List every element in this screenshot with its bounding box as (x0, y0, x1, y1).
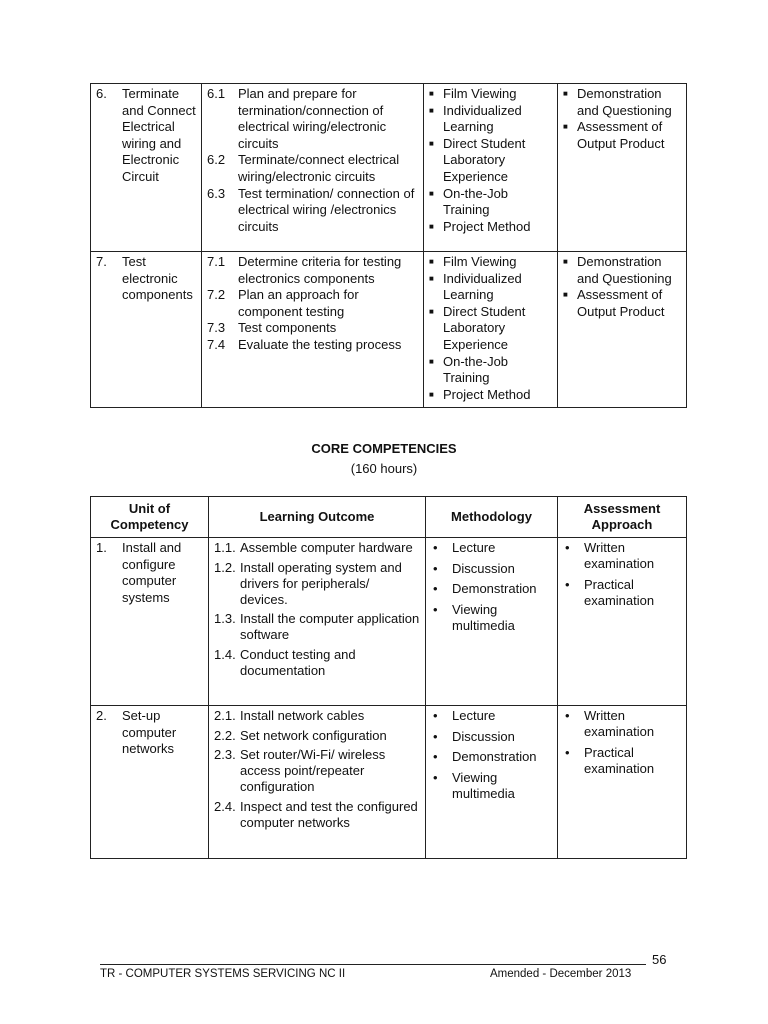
learning-outcome-cell (209, 706, 426, 859)
learning-outcome-cell (202, 252, 424, 408)
item-number: 7.3 (207, 320, 226, 336)
methodology-item (429, 219, 552, 236)
item-text: Direct Student Laboratory Experience (443, 303, 526, 352)
square-bullet-icon: ■ (429, 306, 434, 316)
item-text: Plan an approach for component testing (238, 287, 359, 319)
assessment-item (563, 745, 681, 777)
methodology-item (429, 271, 552, 304)
item-text: Set network configuration (240, 727, 387, 743)
item-text: Plan and prepare for termination/connection of electrical wiring/electronic circuits (238, 86, 387, 151)
item-text: Written examination (584, 540, 655, 571)
square-bullet-icon: ■ (429, 273, 434, 283)
item-text: Terminate/connect electrical wiring/electronic circuits (238, 152, 400, 184)
square-bullet-icon: ■ (429, 389, 434, 399)
table-row (91, 706, 687, 859)
item-text: Film Viewing (443, 254, 517, 269)
learning-outcome-item (214, 799, 420, 831)
square-bullet-icon: ■ (429, 356, 434, 366)
assessment-item (563, 577, 681, 609)
header-unit-of-competency: Unit of Competency (91, 497, 209, 538)
unit-of-competency-cell (91, 84, 202, 252)
competency-table-continued (90, 83, 687, 408)
methodology-item (429, 254, 552, 271)
table-row (91, 538, 687, 706)
unit-of-competency-cell (91, 706, 209, 859)
footer-rule (100, 964, 646, 965)
item-text: On-the-Job Training (443, 185, 509, 218)
assessment-item (563, 287, 681, 320)
round-bullet-icon: • (433, 601, 438, 617)
learning-outcome-item (207, 287, 418, 320)
item-text: Lecture (452, 708, 496, 723)
methodology-item (429, 186, 552, 219)
item-text: Demonstration (452, 581, 537, 596)
round-bullet-icon: • (565, 744, 570, 760)
learning-outcome-cell (209, 538, 426, 706)
round-bullet-icon: • (565, 540, 570, 555)
learning-outcome-item (207, 320, 418, 337)
item-text: Demonstration (452, 749, 537, 764)
item-number: 7.2 (207, 287, 226, 303)
item-text: Written examination (584, 708, 655, 739)
unit-of-competency (96, 86, 196, 186)
methodology-item (431, 708, 552, 724)
item-number: 6.1 (207, 86, 226, 101)
learning-outcome-item (207, 86, 418, 152)
methodology-item (429, 304, 552, 354)
item-text: Direct Student Laboratory Experience (443, 135, 526, 184)
square-bullet-icon: ■ (563, 89, 568, 98)
item-number: 2.1. (214, 708, 236, 723)
round-bullet-icon: • (433, 728, 438, 744)
item-text: Discussion (452, 560, 515, 576)
square-bullet-icon: ■ (429, 138, 434, 148)
methodology-item (431, 581, 552, 597)
item-text: Viewing multimedia (452, 601, 515, 633)
table-row (91, 252, 687, 408)
item-text: Install operating system and drivers for peripherals/ devices. (240, 559, 402, 607)
item-number: 2.3. (214, 747, 236, 762)
item-number: 2. (96, 708, 107, 723)
learning-outcome-item (214, 560, 420, 608)
round-bullet-icon: • (433, 708, 438, 723)
item-number: 2.2. (214, 727, 236, 743)
item-number: 7. (96, 254, 107, 269)
methodology-item (429, 387, 552, 404)
header-assessment-approach: Assessment Approach (558, 497, 687, 538)
item-text: Determine criteria for testing electronics components (238, 254, 402, 286)
item-text: Inspect and test the configured computer networks (240, 798, 418, 830)
table-header-row (91, 497, 687, 538)
section-title: CORE COMPETENCIES (311, 441, 457, 456)
square-bullet-icon: ■ (563, 122, 568, 132)
footer-amended-date: Amended - December 2013 (490, 968, 632, 980)
item-text: Set-up computer networks (122, 708, 177, 757)
item-number: 7.1 (207, 254, 226, 269)
item-text: Assessment of Output Product (577, 119, 665, 151)
item-text: Individualized Learning (443, 270, 522, 303)
learning-outcome-cell (202, 84, 424, 252)
header-learning-outcome: Learning Outcome (209, 497, 426, 538)
item-number: 7.4 (207, 336, 226, 352)
square-bullet-icon: ■ (429, 221, 434, 231)
methodology-item (429, 354, 552, 387)
methodology-item (431, 540, 552, 556)
assessment-item (563, 86, 681, 119)
methodology-item (431, 749, 552, 765)
methodology-cell (426, 706, 558, 859)
competency-table-body (91, 84, 687, 408)
round-bullet-icon: • (433, 581, 438, 596)
square-bullet-icon: ■ (563, 257, 568, 266)
item-text: Evaluate the testing process (238, 336, 402, 352)
item-text: Test termination/ connection of electrical wiring /electronics circuits (238, 185, 415, 234)
item-number: 6.2 (207, 152, 226, 168)
round-bullet-icon: • (433, 540, 438, 555)
item-text: Assemble computer hardware (240, 540, 413, 555)
square-bullet-icon: ■ (429, 188, 434, 198)
item-number: 1.4. (214, 646, 236, 662)
item-text: Viewing multimedia (452, 769, 515, 801)
learning-outcome-item (207, 152, 418, 185)
methodology-cell (424, 252, 558, 408)
item-text: Individualized Learning (443, 102, 522, 135)
item-text: Assessment of Output Product (577, 287, 665, 319)
round-bullet-icon: • (433, 560, 438, 576)
item-number: 1.3. (214, 611, 236, 626)
methodology-cell (426, 538, 558, 706)
item-text: Project Method (443, 218, 531, 234)
item-text: Project Method (443, 386, 531, 402)
assessment-item (563, 540, 681, 572)
assessment-item (563, 708, 681, 740)
item-number: 1.1. (214, 540, 236, 555)
assessment-approach-cell (558, 84, 687, 252)
item-text: Set router/Wi-Fi/ wireless access point/repeater configuration (240, 747, 386, 794)
unit-of-competency-cell (91, 538, 209, 706)
unit-of-competency (96, 708, 203, 758)
item-text: Demonstration and Questioning (577, 254, 672, 286)
item-text: On-the-Job Training (443, 353, 509, 386)
assessment-approach-cell (558, 252, 687, 408)
learning-outcome-item (214, 611, 420, 643)
square-bullet-icon: ■ (429, 105, 434, 115)
learning-outcome-item (214, 708, 420, 724)
unit-of-competency-cell (91, 252, 202, 408)
learning-outcome-item (214, 747, 420, 795)
methodology-item (429, 136, 552, 186)
square-bullet-icon: ■ (429, 89, 434, 98)
unit-of-competency (96, 540, 203, 606)
item-text: Install the computer application software (240, 611, 420, 642)
item-text: Install and configure computer systems (122, 540, 182, 605)
core-competencies-table (90, 496, 687, 859)
methodology-item (431, 770, 552, 802)
item-text: Terminate and Connect Electrical wiring and Electronic Circuit (122, 86, 196, 184)
round-bullet-icon: • (565, 708, 570, 723)
round-bullet-icon: • (433, 769, 438, 785)
item-number: 1.2. (214, 559, 236, 575)
item-text: Test components (238, 320, 337, 336)
learning-outcome-item (207, 186, 418, 236)
learning-outcome-item (207, 254, 418, 287)
methodology-item (431, 561, 552, 577)
learning-outcome-item (214, 540, 420, 556)
unit-of-competency (96, 254, 196, 304)
item-number: 2.4. (214, 798, 236, 814)
round-bullet-icon: • (565, 576, 570, 592)
assessment-approach-cell (558, 706, 687, 859)
item-number: 1. (96, 540, 107, 555)
methodology-item (429, 86, 552, 103)
item-text: Install network cables (240, 708, 365, 723)
table-row (91, 84, 687, 252)
item-text: Film Viewing (443, 86, 517, 101)
header-methodology: Methodology (426, 497, 558, 538)
square-bullet-icon: ■ (563, 290, 568, 300)
item-number: 6. (96, 86, 107, 101)
learning-outcome-item (214, 647, 420, 679)
assessment-approach-cell (558, 538, 687, 706)
item-text: Practical examination (584, 576, 655, 608)
item-text: Demonstration and Questioning (577, 86, 672, 118)
assessment-item (563, 254, 681, 287)
item-text: Discussion (452, 728, 515, 744)
methodology-item (431, 729, 552, 745)
round-bullet-icon: • (433, 749, 438, 764)
item-text: Practical examination (584, 744, 655, 776)
footer-document-title: TR - COMPUTER SYSTEMS SERVICING NC II (100, 968, 346, 980)
item-number: 6.3 (207, 185, 226, 201)
learning-outcome-item (207, 337, 418, 354)
item-text: Conduct testing and documentation (240, 646, 356, 678)
methodology-item (429, 103, 552, 136)
section-hours: (160 hours) (350, 461, 418, 476)
core-table-body (91, 538, 687, 859)
assessment-item (563, 119, 681, 152)
learning-outcome-item (214, 728, 420, 744)
item-text: Lecture (452, 540, 496, 555)
square-bullet-icon: ■ (429, 257, 434, 266)
page-number: 56 (652, 952, 667, 967)
methodology-cell (424, 84, 558, 252)
item-text: Test electronic components (122, 254, 193, 303)
methodology-item (431, 602, 552, 634)
